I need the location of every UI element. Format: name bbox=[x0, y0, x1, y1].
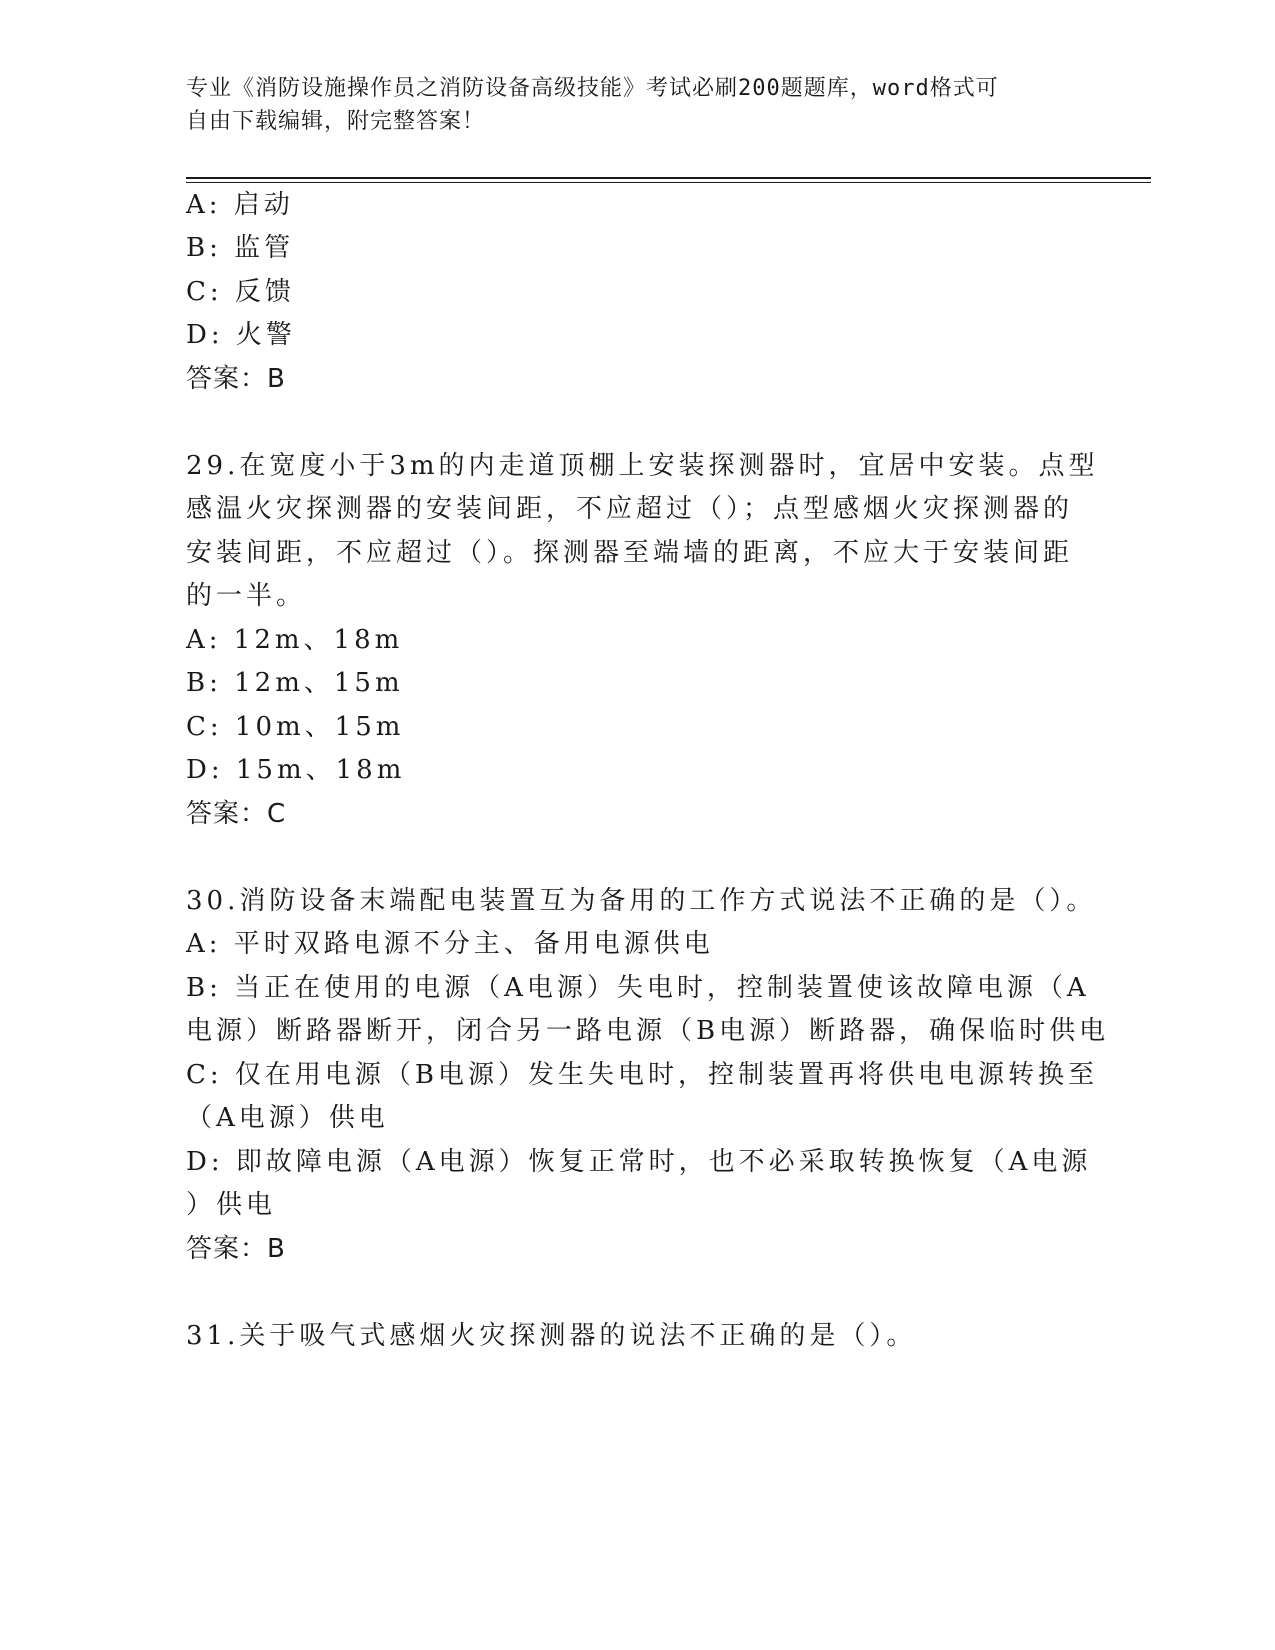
q30-answer: 答案：B bbox=[186, 1234, 286, 1264]
q29-option-c: C: 10m、15m bbox=[186, 712, 405, 742]
q30-option-d-line-1: D: 即故障电源（A电源）恢复正常时，也不必采取转换恢复（A电源 bbox=[186, 1147, 1092, 1177]
q29-stem-line-2: 感温火灾探测器的安装间距，不应超过（）；点型感烟火灾探测器的 bbox=[186, 494, 1074, 524]
q29-option-a: A: 12m、18m bbox=[186, 625, 404, 655]
q29-stem-line-4: 的一半。 bbox=[186, 581, 307, 611]
q29-option-d: D: 15m、18m bbox=[186, 755, 406, 785]
header-divider-thick bbox=[186, 177, 1151, 179]
q28-option-c: C: 反馈 bbox=[186, 277, 295, 307]
q30-option-a: A: 平时双路电源不分主、备用电源供电 bbox=[186, 929, 714, 959]
q31-stem: 31.关于吸气式感烟火灾探测器的说法不正确的是（）。 bbox=[186, 1321, 917, 1351]
q30-option-b-line-2: 电源）断路器断开，闭合另一路电源（B电源）断路器，确保临时供电 bbox=[186, 1016, 1110, 1046]
header-line-2: 自由下载编辑，附完整答案！ bbox=[186, 109, 486, 134]
header-line-1: 专业《消防设施操作员之消防设备高级技能》考试必刷200题题库，word格式可 bbox=[186, 76, 999, 101]
q29-option-b: B: 12m、15m bbox=[186, 668, 404, 698]
document-header bbox=[186, 72, 1086, 138]
q30-option-d-line-2: ）供电 bbox=[186, 1190, 277, 1220]
q28-option-a: A: 启动 bbox=[186, 190, 294, 220]
header-divider-thin bbox=[186, 182, 1151, 183]
q30-option-c-line-2: （A电源）供电 bbox=[186, 1103, 389, 1133]
q29-stem-line-3: 安装间距，不应超过（）。探测器至端墙的距离，不应大于安装间距 bbox=[186, 538, 1074, 568]
q30-option-c-line-1: C: 仅在用电源（B电源）发生失电时，控制装置再将供电电源转换至 bbox=[186, 1060, 1099, 1090]
q28-option-d: D: 火警 bbox=[186, 320, 296, 350]
q28-option-b: B: 监管 bbox=[186, 233, 295, 263]
q30-option-b-line-1: B: 当正在使用的电源（A电源）失电时，控制装置使该故障电源（A bbox=[186, 973, 1090, 1003]
q29-answer: 答案：C bbox=[186, 799, 287, 829]
q28-answer: 答案：B bbox=[186, 364, 286, 394]
q30-stem: 30.消防设备末端配电装置互为备用的工作方式说法不正确的是（）。 bbox=[186, 886, 1097, 916]
q29-stem-line-1: 29.在宽度小于3m的内走道顶棚上安装探测器时，宜居中安装。点型 bbox=[186, 451, 1099, 481]
